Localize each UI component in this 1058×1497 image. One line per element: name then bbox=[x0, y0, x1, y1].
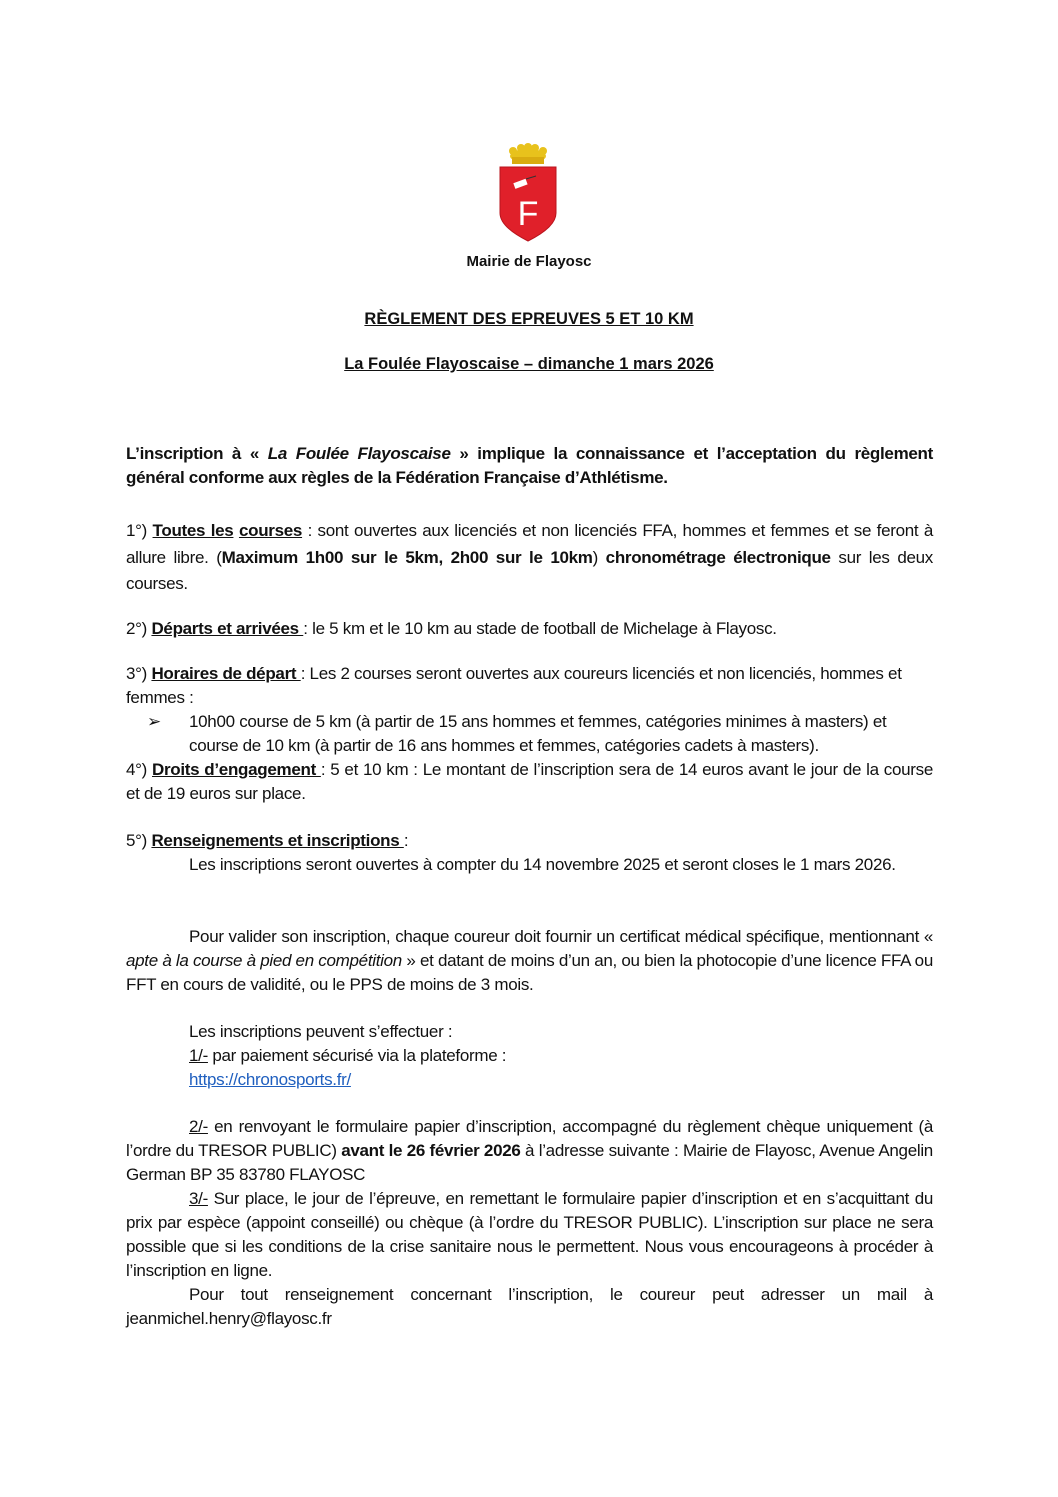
organization-name: Mairie de Flayosc bbox=[466, 253, 592, 270]
section-4-heading: Droits d’engagement bbox=[152, 760, 321, 779]
section-5: 5°) Renseignements et inscriptions : Les inscriptions seront ouvertes à compter du 14 novembre 2025 et seront closes le 1 mars 2026. bbox=[126, 829, 933, 877]
intro-paragraph: L’inscription à « La Foulée Flayoscaise » implique la connaissance et l’acceptation du règlement général conforme aux règles de la Fédération Française d’Athlétisme. bbox=[126, 444, 934, 487]
coat-of-arms-icon bbox=[496, 143, 560, 243]
registration-dates: Les inscriptions seront ouvertes à compter du 14 novembre 2025 et seront closes le 1 mars 2026. bbox=[189, 855, 896, 874]
registration-methods: Les inscriptions peuvent s’effectuer : 1/- par paiement sécurisé via la plateforme : https://chronosports.fr/ bbox=[189, 1022, 507, 1089]
svg-text:F: F bbox=[517, 195, 539, 233]
registration-method-2-3: 2/- en renvoyant le formulaire papier d’inscription, accompagné du règlement chèque uniquement (à l’ordre du TRESOR PUBLIC) avant le 26 février 2026 à l’adresse suivante : Mairie de Flayosc, Avenue Angelin German BP 35 83780 FLAYOSC 3/- Sur place, le jour de l’épreuve, en remettant le formulaire papier d’inscription et en s’acquittant du prix par espèce (appoint conseillé) ou chèque (à l’ordre du TRESOR PUBLIC). L’inscription sur place ne sera possible que si les conditions de la crise sanitaire nous le permettent. Nous vous encourageons à procéder à l’inscription en ligne. Pour tout renseignement concernant l’inscription, le coureur peut adresser un mail à jeanmichel.henry@flayosc.fr bbox=[126, 1115, 933, 1331]
section-1-heading: Toutes les bbox=[152, 521, 234, 540]
page-title: RÈGLEMENT DES EPREUVES 5 ET 10 KM bbox=[364, 310, 694, 328]
section-4: 4°) Droits d’engagement : 5 et 10 km : Le montant de l’inscription sera de 14 euros avant le jour de la course et de 19 euros sur place. bbox=[126, 760, 934, 803]
medical-certificate-paragraph: Pour valider son inscription, chaque coureur doit fournir un certificat médical spécifique, mentionnant « apte à la course à pied en compétition » et datant de moins d’un an, ou bien la photocopie d’une licence FFA ou FFT en cours de validité, ou le PPS de moins de 3 mois. bbox=[126, 927, 933, 994]
contact-paragraph: Pour tout renseignement concernant l’inscription, le coureur peut adresser un mail à jeanmichel.henry@flayosc.fr bbox=[126, 1285, 933, 1328]
section-1: 1°) Toutes les courses : sont ouvertes aux licenciés et non licenciés FFA, hommes et femmes et se feront à allure libre. (Maximum 1h00 sur le 5km, 2h00 sur le 10km) chronométrage électronique sur les deux courses. bbox=[126, 521, 933, 593]
event-name: La Foulée Flayoscaise bbox=[267, 444, 451, 463]
page-subtitle: La Foulée Flayoscaise – dimanche 1 mars 2026 bbox=[344, 355, 714, 373]
section-3-heading: Horaires de départ bbox=[151, 664, 301, 683]
arrow-bullet-icon: ➢ bbox=[147, 712, 161, 731]
section-2-heading: Départs et arrivées bbox=[151, 619, 304, 638]
section-2: 2°) Départs et arrivées : le 5 km et le 10 km au stade de football de Michelage à Flayosc. bbox=[126, 619, 777, 638]
chronosports-link[interactable]: https://chronosports.fr/ bbox=[189, 1070, 351, 1089]
schedule-bullet: ➢ 10h00 course de 5 km (à partir de 15 ans hommes et femmes, catégories minimes à masters) et course de 10 km (à partir de 16 ans hommes et femmes, catégories cadets à masters). bbox=[147, 712, 887, 755]
section-5-heading: Renseignements et inscriptions bbox=[151, 831, 404, 850]
section-3: 3°) Horaires de départ : Les 2 courses seront ouvertes aux coureurs licenciés et non licenciés, hommes et femmes : ➢ 10h00 course de 5 km (à partir de 15 ans hommes et femmes, catégories minimes à masters) et course de 10 km (à partir de 16 ans hommes et femmes, catégories cadets à masters). bbox=[126, 662, 933, 758]
